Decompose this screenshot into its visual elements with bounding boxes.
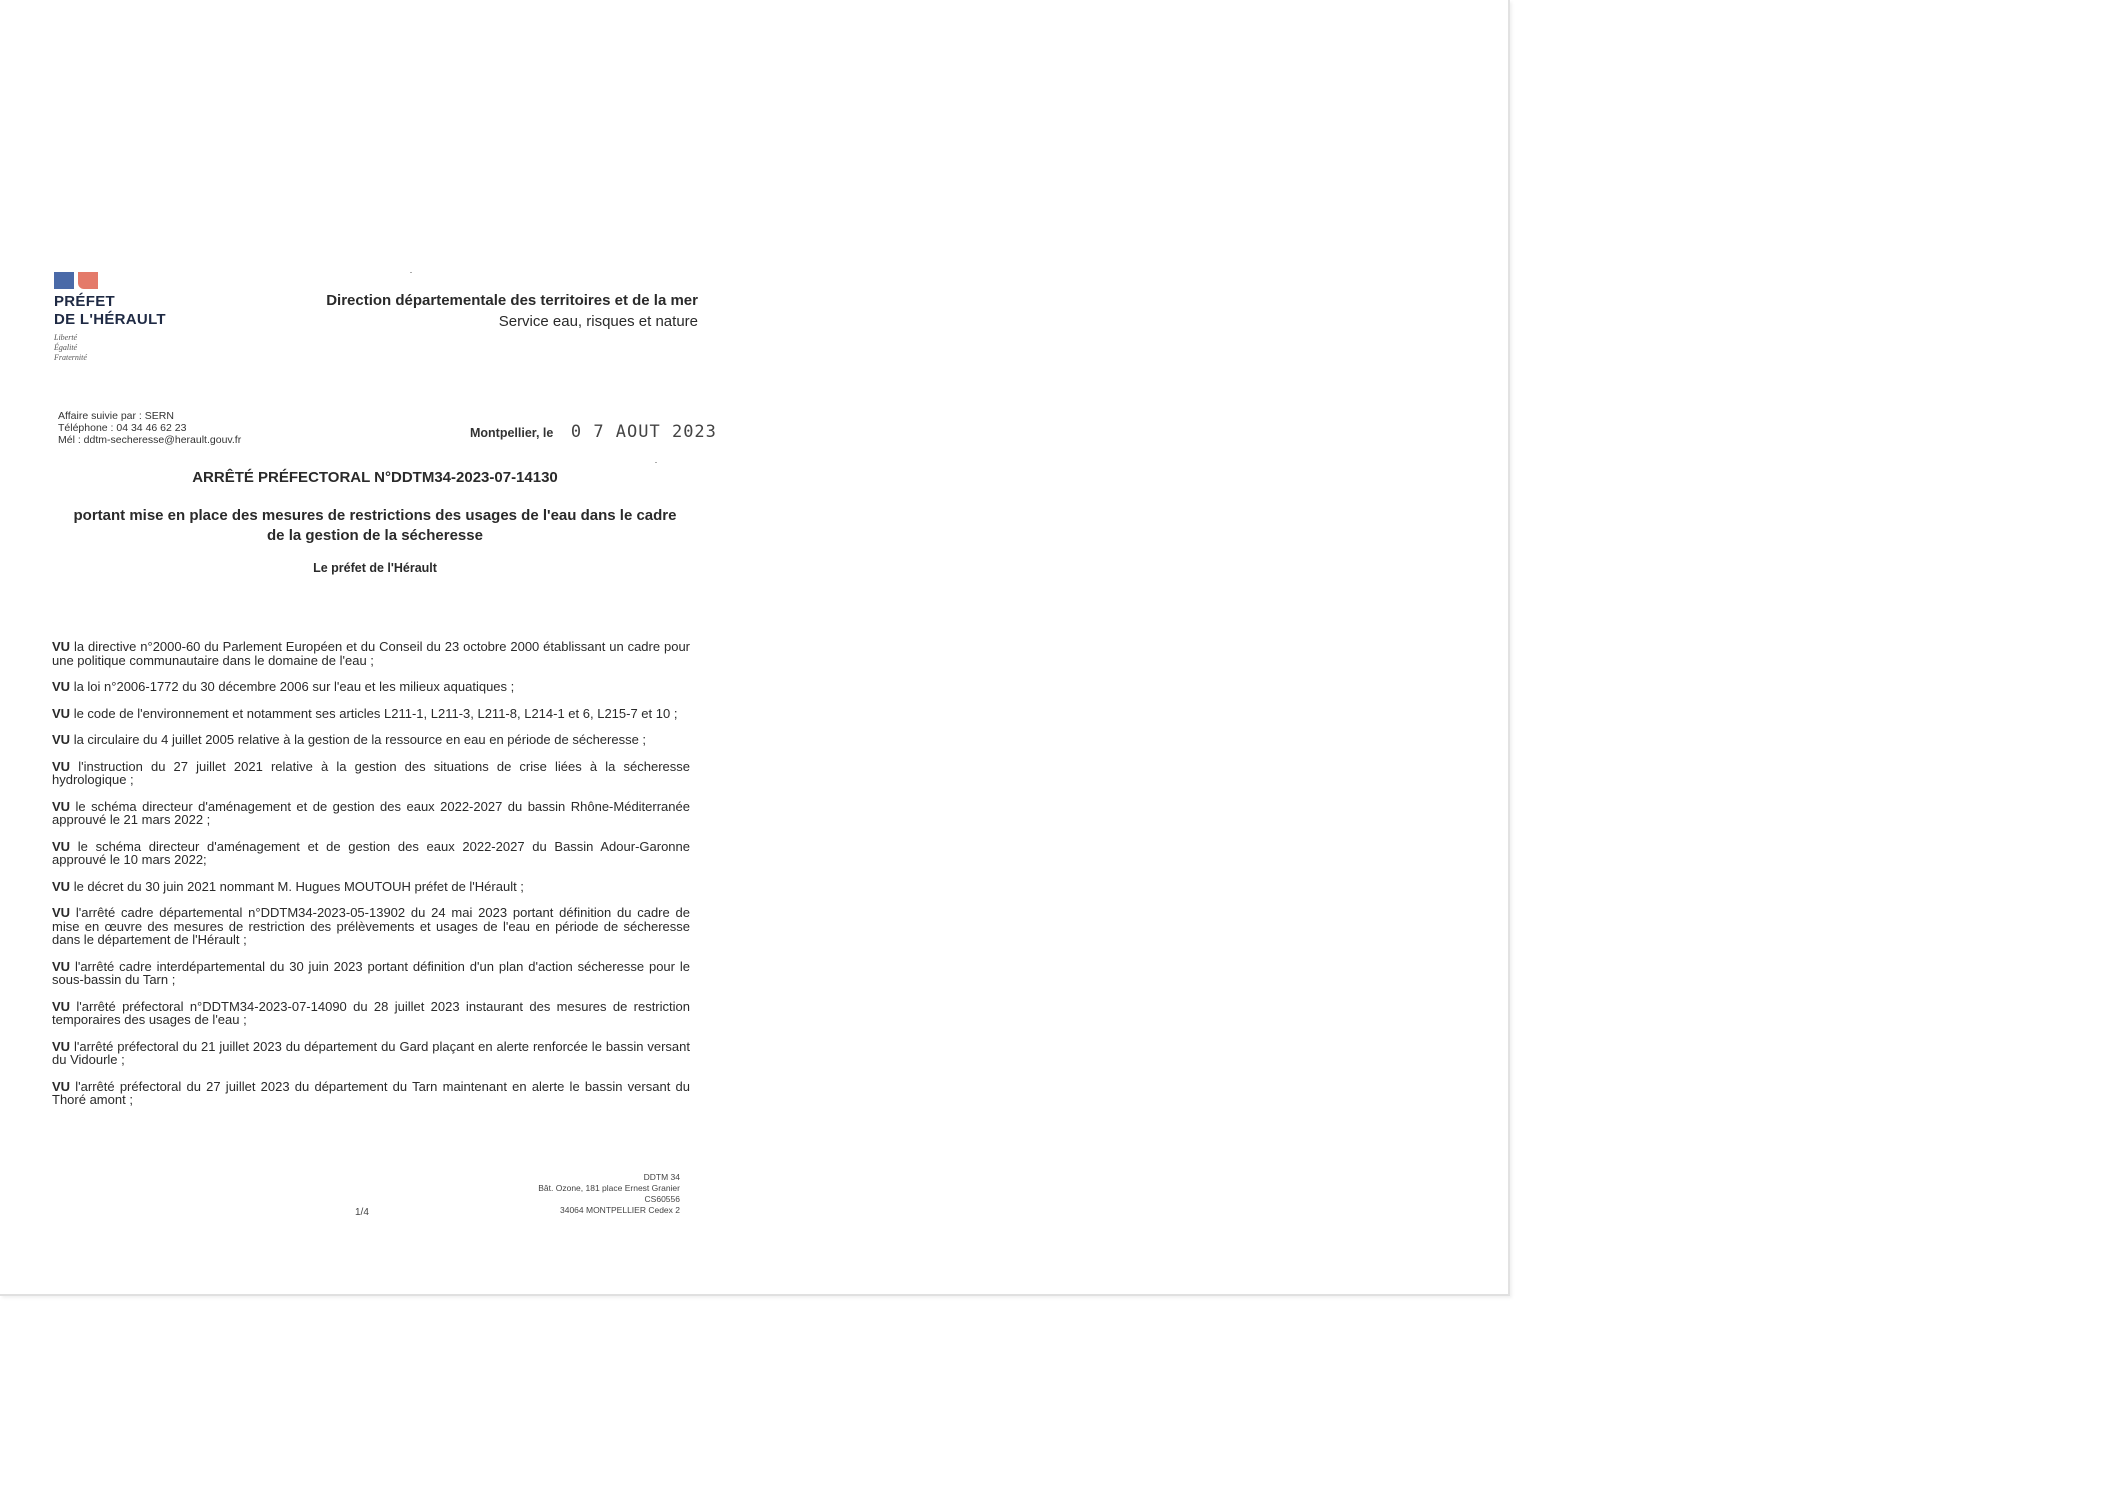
page-number: 1/4 [355, 1207, 369, 1218]
date-stamp: 0 7 AOUT 2023 [570, 422, 717, 442]
visa-item: VU la loi n°2006-1772 du 30 décembre 2006 sur l'eau et les milieux aquatiques ; [52, 679, 515, 694]
visa-item: VU la directive n°2000-60 du Parlement Européen et du Conseil du 23 octobre 2000 établissant un cadre pour une politique communautaire dans le domaine de l'eau ; [52, 639, 690, 668]
contact-block [58, 410, 241, 446]
email: Mél : ddtm-secheresse@herault.gouv.fr [58, 434, 242, 446]
arrete-title: ARRÊTÉ PRÉFECTORAL N°DDTM34-2023-07-14130 [192, 469, 558, 486]
marianne-flag-icon [54, 272, 98, 289]
visa-item: VU le schéma directeur d'aménagement et de gestion des eaux 2022-2027 du Bassin Adour-Garonne approuvé le 10 mars 2022; [52, 838, 690, 867]
visa-item: VU la circulaire du 4 juillet 2005 relative à la gestion de la ressource en eau en période de sécheresse ; [52, 732, 647, 747]
arrete-subject-line2: de la gestion de la sécheresse [267, 527, 483, 544]
telephone: Téléphone : 04 34 46 62 23 [58, 422, 187, 434]
date-line [470, 422, 717, 442]
arrete-subject-line1: portant mise en place des mesures de restrictions des usages de l'eau dans le cadre [73, 507, 677, 524]
issuing-service-header [290, 290, 698, 332]
visa-item: VU le schéma directeur d'aménagement et de gestion des eaux 2022-2027 du bassin Rhône-Méditerranée approuvé le 21 mars 2022 ; [52, 798, 690, 827]
visa-item: VU le décret du 30 juin 2021 nommant M. Hugues MOUTOUH préfet de l'Hérault ; [52, 878, 524, 894]
visa-item: VU l'arrêté cadre départemental n°DDTM34-2023-05-13902 du 24 mai 2023 portant définition du cadre de mise en œuvre des mesures de restriction des prélèvements et usages de l'eau en période de sécheresse dans le département de l'Hérault ; [52, 905, 690, 947]
motto-liberte: Liberté [54, 333, 78, 342]
logo-line-prefet: PRÉFET [54, 293, 115, 310]
visa-item: VU le code de l'environnement et notamment ses articles L211-1, L211-3, L211-8, L214-1 et 6, L215-7 et 10 ; [52, 705, 678, 721]
visa-item: VU l'arrêté préfectoral n°DDTM34-2023-07-14090 du 28 juillet 2023 instaurant des mesures de restriction temporaires des usages de l'eau ; [52, 998, 690, 1027]
affaire-suivie: Affaire suivie par : SERN [58, 410, 174, 422]
prefet-herault-logo [54, 272, 184, 363]
service-name: Service eau, risques et nature [498, 313, 698, 330]
motto-egalite: Égalité [54, 343, 78, 352]
footer-address: DDTM 34 Bât. Ozone, 181 place Ernest Granier CS60556 34064 MONTPELLIER Cedex 2 [538, 1172, 680, 1215]
visa-item: VU l'arrêté cadre interdépartemental du 30 juin 2023 portant définition d'un plan d'action sécheresse pour le sous-bassin du Tarn ; [52, 958, 690, 987]
arrete-subject [40, 506, 710, 546]
visa-item: VU l'arrêté préfectoral du 27 juillet 2023 du département du Tarn maintenant en alerte le bassin versant du Thoré amont ; [52, 1078, 690, 1107]
direction-name: Direction départementale des territoires et de la mer [326, 292, 698, 309]
date-place: Montpellier, le [470, 426, 554, 440]
motto-fraternite: Fraternité [54, 353, 87, 362]
visa-item: VU l'arrêté préfectoral du 21 juillet 2023 du département du Gard plaçant en alerte renforcée le bassin versant du Vidourle ; [52, 1038, 690, 1067]
visas-list [52, 640, 690, 1120]
issuing-authority: Le préfet de l'Hérault [313, 561, 437, 575]
logo-line-herault: DE L'HÉRAULT [54, 311, 166, 328]
visa-item: VU l'instruction du 27 juillet 2021 relative à la gestion des situations de crise liées à la sécheresse hydrologique ; [52, 758, 690, 787]
